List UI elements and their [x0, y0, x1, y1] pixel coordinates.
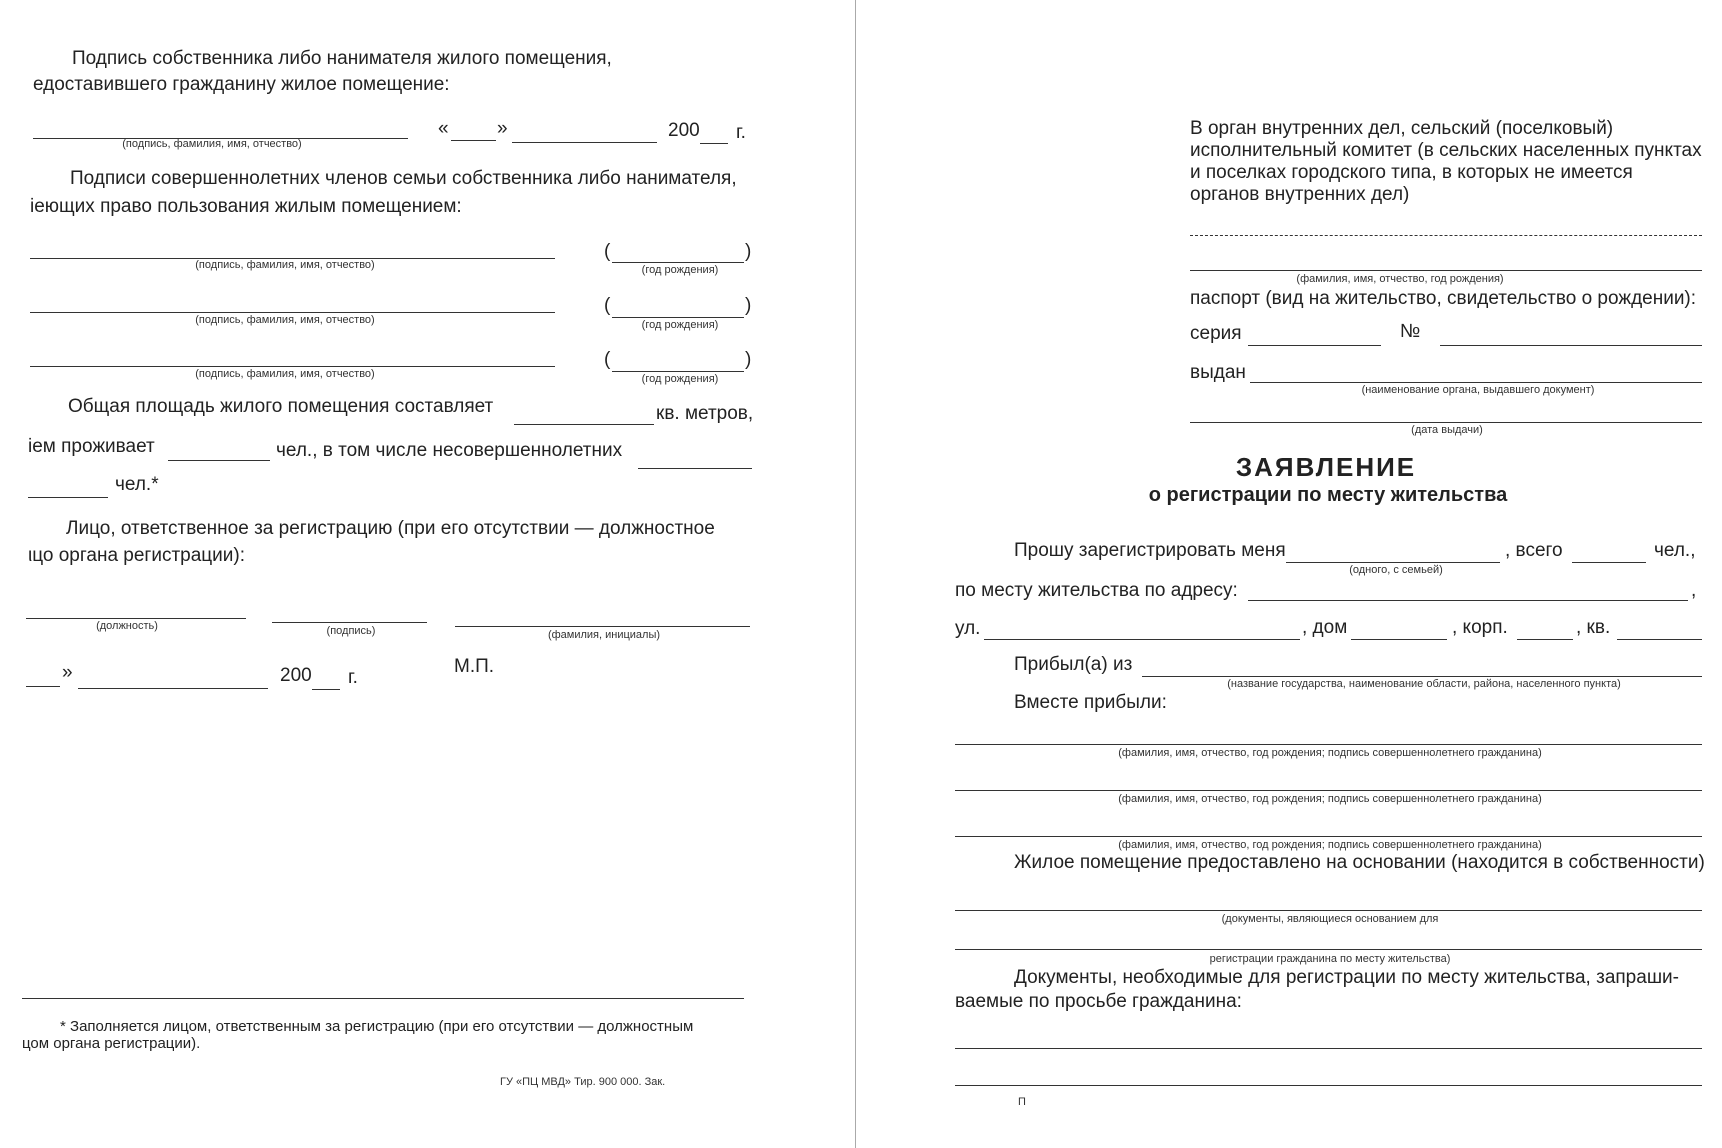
passport-label: паспорт (вид на жительство, свидетельство о рождении):	[1190, 288, 1697, 309]
family-signatures-heading-line2: іеющих право пользования жилым помещением:	[30, 196, 462, 217]
documents-field-2[interactable]	[955, 1085, 1702, 1086]
print-info: ГУ «ПЦ МВД» Тир. 900 000. Зак.	[500, 1076, 666, 1088]
companion-2-caption: (фамилия, имя, отчество, год рождения; подпись совершеннолетнего гражданина)	[1118, 793, 1542, 805]
request-total-label: , всего	[1505, 540, 1563, 561]
documents-label-line2: ваемые по просьбе гражданина:	[955, 991, 1242, 1012]
companion-1-field[interactable]	[955, 744, 1702, 745]
date-quote-close: »	[497, 118, 508, 139]
passport-number-field[interactable]	[1440, 345, 1702, 346]
house-field[interactable]	[1351, 639, 1447, 640]
owner-signature-heading-line1: Подпись собственника либо нанимателя жилого помещения,	[72, 48, 612, 69]
building-label: , корп.	[1452, 617, 1508, 638]
date-month-field[interactable]	[512, 142, 657, 143]
responsible-position-caption: (должность)	[96, 620, 158, 632]
documents-field-1[interactable]	[955, 1048, 1702, 1049]
addressee-line4: органов внутренних дел)	[1190, 184, 1410, 205]
passport-number-label: №	[1400, 321, 1421, 342]
issue-date-caption: (дата выдачи)	[1411, 424, 1483, 436]
document-title: ЗАЯВЛЕНИЕ	[1235, 452, 1417, 482]
minors-extra-field[interactable]	[28, 497, 108, 498]
arrived-from-caption: (название государства, наименование области, района, населенного пункта)	[1227, 678, 1621, 690]
date-quote-open: «	[438, 118, 449, 139]
responsible-day-field[interactable]	[26, 686, 60, 687]
responsible-date-quote-close: »	[62, 662, 73, 683]
owner-signature-caption: (подпись, фамилия, имя, отчество)	[122, 138, 302, 150]
family-member-1-paren-open: (	[604, 241, 611, 262]
family-member-3-birth-caption: (год рождения)	[641, 373, 719, 385]
page-fold-line	[855, 0, 856, 1148]
owner-signature-heading-line2: едоставившего гражданину жилое помещение:	[33, 74, 450, 95]
family-member-3-birth-year-field[interactable]	[612, 371, 744, 372]
date-year-field[interactable]	[700, 143, 728, 144]
living-area-field[interactable]	[514, 424, 654, 425]
issued-by-field[interactable]	[1250, 382, 1702, 383]
address-field[interactable]	[1248, 600, 1688, 601]
companion-3-field[interactable]	[955, 836, 1702, 837]
family-member-2-birth-year-field[interactable]	[612, 317, 744, 318]
family-signatures-heading-line1: Подписи совершеннолетних членов семьи собственника либо нанимателя,	[70, 168, 737, 189]
street-field[interactable]	[984, 639, 1300, 640]
family-member-2-paren-close: )	[745, 295, 752, 316]
family-member-3-caption: (подпись, фамилия, имя, отчество)	[195, 368, 375, 380]
responsible-year-suffix: г.	[348, 667, 358, 688]
responsible-person-line1: Лицо, ответственное за регистрацию (при его отсутствии — должностное	[66, 518, 715, 539]
family-member-2-birth-caption: (год рождения)	[641, 319, 719, 331]
addressee-line3: и поселках городского типа, в которых не имеется	[1190, 162, 1633, 183]
family-member-3-paren-open: (	[604, 349, 611, 370]
residents-count-field[interactable]	[168, 460, 270, 461]
residents-text: іем проживает	[28, 436, 155, 457]
family-member-1-birth-caption: (год рождения)	[641, 264, 719, 276]
stamp-place: М.П.	[454, 656, 495, 677]
passport-series-label: серия	[1190, 323, 1242, 344]
building-field[interactable]	[1517, 639, 1573, 640]
family-member-2-signature-field[interactable]	[30, 312, 555, 313]
family-member-3-paren-close: )	[745, 349, 752, 370]
request-total-field[interactable]	[1572, 562, 1646, 563]
apartment-label: , кв.	[1576, 617, 1611, 638]
addressee-line2: исполнительный комитет (в сельских населенных пунктах	[1190, 140, 1702, 161]
responsible-month-field[interactable]	[78, 688, 268, 689]
arrived-with-label: Вместе прибыли:	[1014, 692, 1167, 713]
family-member-2-paren-open: (	[604, 295, 611, 316]
family-member-1-birth-year-field[interactable]	[612, 262, 744, 263]
issue-date-field[interactable]	[1190, 422, 1702, 423]
responsible-position-field[interactable]	[26, 618, 246, 619]
request-persons-field[interactable]	[1286, 562, 1500, 563]
housing-basis-caption-1: (документы, являющиеся основанием для	[1221, 913, 1439, 925]
applicant-field-1[interactable]	[1190, 235, 1702, 236]
bottom-mark: П	[1018, 1096, 1026, 1108]
footnote-line2: цом органа регистрации).	[22, 1035, 201, 1052]
housing-basis-caption-2: регистрации гражданина по месту жительства)	[1209, 953, 1451, 965]
house-label: , дом	[1302, 617, 1348, 638]
responsible-signature-caption: (подпись)	[326, 625, 376, 637]
applicant-field-2[interactable]	[1190, 270, 1702, 271]
arrived-from-label: Прибыл(а) из	[1014, 654, 1133, 675]
responsible-person-line2: ιцо органа регистрации):	[28, 545, 246, 566]
applicant-caption: (фамилия, имя, отчество, год рождения)	[1296, 273, 1504, 285]
companion-2-field[interactable]	[955, 790, 1702, 791]
date-day-field[interactable]	[451, 140, 496, 141]
companion-1-caption: (фамилия, имя, отчество, год рождения; подпись совершеннолетнего гражданина)	[1118, 747, 1542, 759]
housing-basis-field-1[interactable]	[955, 910, 1702, 911]
responsible-signature-field[interactable]	[272, 622, 427, 623]
address-comma: ,	[1691, 580, 1697, 601]
responsible-surname-field[interactable]	[455, 626, 750, 627]
documents-label-line1: Документы, необходимые для регистрации по месту жительства, запраши-	[1014, 967, 1679, 988]
family-member-1-paren-close: )	[745, 241, 752, 262]
footnote-line1: * Заполняется лицом, ответственным за регистрацию (при его отсутствии — должностным	[60, 1018, 694, 1035]
living-area-unit: кв. метров,	[656, 403, 754, 424]
minors-unit: чел.*	[115, 474, 159, 495]
issued-by-caption: (наименование органа, выдавшего документ)	[1361, 384, 1595, 396]
companion-3-caption: (фамилия, имя, отчество, год рождения; подпись совершеннолетнего гражданина)	[1118, 839, 1542, 851]
address-label: по месту жительства по адресу:	[955, 580, 1238, 601]
responsible-year-prefix: 200	[280, 665, 312, 686]
date-year-suffix: г.	[736, 122, 746, 143]
minors-count-field[interactable]	[638, 468, 752, 469]
request-total-unit: чел.,	[1654, 540, 1696, 561]
housing-basis-label: Жилое помещение предоставлено на основании (находится в собственности)	[1014, 852, 1705, 873]
family-member-2-caption: (подпись, фамилия, имя, отчество)	[195, 314, 375, 326]
family-member-3-signature-field[interactable]	[30, 366, 555, 367]
responsible-surname-caption: (фамилия, инициалы)	[547, 629, 661, 641]
addressee-line1: В орган внутренних дел, сельский (поселковый)	[1190, 118, 1614, 139]
passport-series-field[interactable]	[1248, 345, 1381, 346]
housing-basis-field-2[interactable]	[955, 949, 1702, 950]
date-year-prefix: 200	[668, 120, 700, 141]
issued-label: выдан	[1190, 362, 1246, 383]
minors-text: чел., в том числе несовершеннолетних	[276, 440, 623, 461]
street-label: ул.	[955, 618, 981, 639]
apartment-field[interactable]	[1617, 639, 1702, 640]
document-subtitle: о регистрации по месту жительства	[1148, 484, 1508, 506]
request-persons-caption: (одного, с семьей)	[1349, 564, 1443, 576]
living-area-text: Общая площадь жилого помещения составляет	[68, 396, 494, 417]
family-member-1-caption: (подпись, фамилия, имя, отчество)	[195, 259, 375, 271]
arrived-from-field[interactable]	[1142, 676, 1702, 677]
responsible-year-field[interactable]	[312, 689, 340, 690]
footnote-separator	[22, 998, 744, 999]
request-text: Прошу зарегистрировать меня	[1014, 540, 1286, 561]
